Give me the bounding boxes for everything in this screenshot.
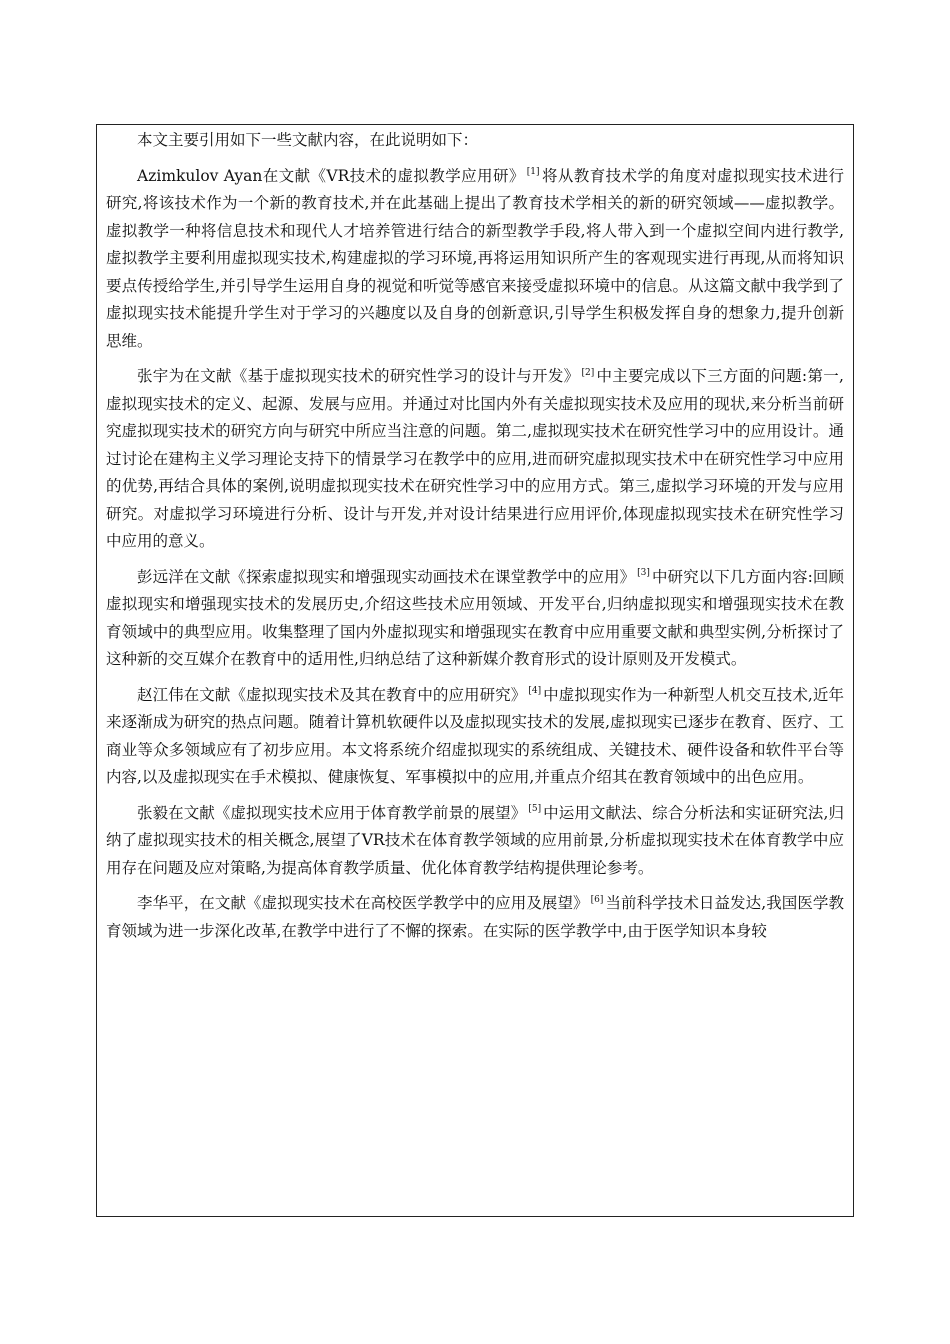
citation-marker: [3] xyxy=(637,568,650,579)
paragraph-ref-3 xyxy=(106,564,844,674)
paragraph-body: 将从教育技术学的角度对虚拟现实技术进行研究,将该技术作为一个新的教育技术,并在此基础上提出了教育技术学相关的新的研究领域——虚拟教学。虚拟教学一种将信息技术和现代人才培养管进行结合的新型教学手段,将人带入到一个虚拟空间内进行教学,虚拟教学主要利用虚拟现实技术,构建虚拟的学习环境,再将运用知识所产生的客观现实进行再现,从而将知识要点传授给学生,并引导学生运用自身的视觉和听觉等感官来接受虚拟环境中的信息。从这篇文献中我学到了虚拟现实技术能提升学生对于学习的兴趣度以及自身的创新意识,引导学生积极发挥自身的想象力,提升创新思维。 xyxy=(106,166,844,350)
paragraph-ref-6 xyxy=(106,890,844,945)
paragraph-ref-4 xyxy=(106,682,844,792)
text-body xyxy=(106,125,844,945)
paragraph-lead: Azimkulov Ayan在文献《VR技术的虚拟教学应用研》 xyxy=(137,166,525,185)
paragraph-lead: 李华平，在文献《虚拟现实技术在高校医学教学中的应用及展望》 xyxy=(137,894,589,912)
intro-line: 本文主要引用如下一些文献内容，在此说明如下： xyxy=(137,131,479,149)
paragraph-ref-1 xyxy=(106,163,844,356)
citation-marker: [6] xyxy=(590,894,604,905)
citation-marker: [4] xyxy=(528,686,542,697)
paragraph-ref-5 xyxy=(106,800,844,883)
citation-marker: [2] xyxy=(581,367,595,378)
paragraph-lead: 张宇为在文献《基于虚拟现实技术的研究性学习的设计与开发》 xyxy=(137,367,580,385)
paragraph-body: 当前科学技术日益发达,我国医学教育领域为进一步深化改革,在教学中进行了不懈的探索。在实际的医学教学中,由于医学知识本身较 xyxy=(106,894,844,940)
citation-marker: [1] xyxy=(526,167,540,178)
paragraph-ref-2 xyxy=(106,363,844,556)
paragraph-lead: 赵江伟在文献《虚拟现实技术及其在教育中的应用研究》 xyxy=(137,685,527,704)
bordered-text-box xyxy=(96,124,854,1217)
citation-marker: [5] xyxy=(528,804,542,815)
paragraph-body: 中虚拟现实作为一种新型人机交互技术,近年来逐渐成为研究的热点问题。随着计算机软硬件以及虚拟现实技术的发展,虚拟现实已逐步在教育、医疗、工商业等众多领域应有了初步应用。本文将系统介绍虚拟现实的系统组成、关键技术、硬件设备和软件平台等内容,以及虚拟现实在手术模拟、健康恢复、军事模拟中的应用,并重点介绍其在教育领域中的出色应用。 xyxy=(106,685,844,786)
paragraph-body: 中运用文献法、综合分析法和实证研究法,归纳了虚拟现实技术的相关概念,展望了VR技术在体育教学领域的应用前景,分析虚拟现实技术在体育教学中应用存在问题及应对策略,为提高体育教学质量、优化体育教学结构提供理论参考。 xyxy=(106,803,844,877)
paragraph-lead: 张毅在文献《虚拟现实技术应用于体育教学前景的展望》 xyxy=(137,803,527,822)
paragraph-lead: 彭远洋在文献《探索虚拟现实和增强现实动画技术在课堂教学中的应用》 xyxy=(137,567,636,586)
paragraph-body: 中研究以下几方面内容:回顾虚拟现实和增强现实技术的发展历史,介绍这些技术应用领域、开发平台,归纳虚拟现实和增强现实技术在教育领域中的典型应用。收集整理了国内外虚拟现实和增强现实在教育中应用重要文献和典型实例,分析探讨了这种新的交互媒介在教育中的适用性,归纳总结了这种新媒介教育形式的设计原则及开发模式。 xyxy=(106,567,844,668)
paragraph-body: 中主要完成以下三方面的问题:第一,虚拟现实技术的定义、起源、发展与应用。并通过对比国内外有关虚拟现实技术及应用的现状,来分析当前研究虚拟现实技术的研究方向与研究中所应当注意的问题。第二,虚拟现实技术在研究性学习中的应用设计。通过讨论在建构主义学习理论支持下的情景学习在教学中的应用,进而研究虚拟现实技术中在研究性学习中应用的优势,再结合具体的案例,说明虚拟现实技术在研究性学习中的应用方式。第三,虚拟学习环境的开发与应用研究。对虚拟学习环境进行分析、设计与开发,并对设计结果进行应用评价,体现虚拟现实技术在研究性学习中应用的意义。 xyxy=(106,367,844,550)
